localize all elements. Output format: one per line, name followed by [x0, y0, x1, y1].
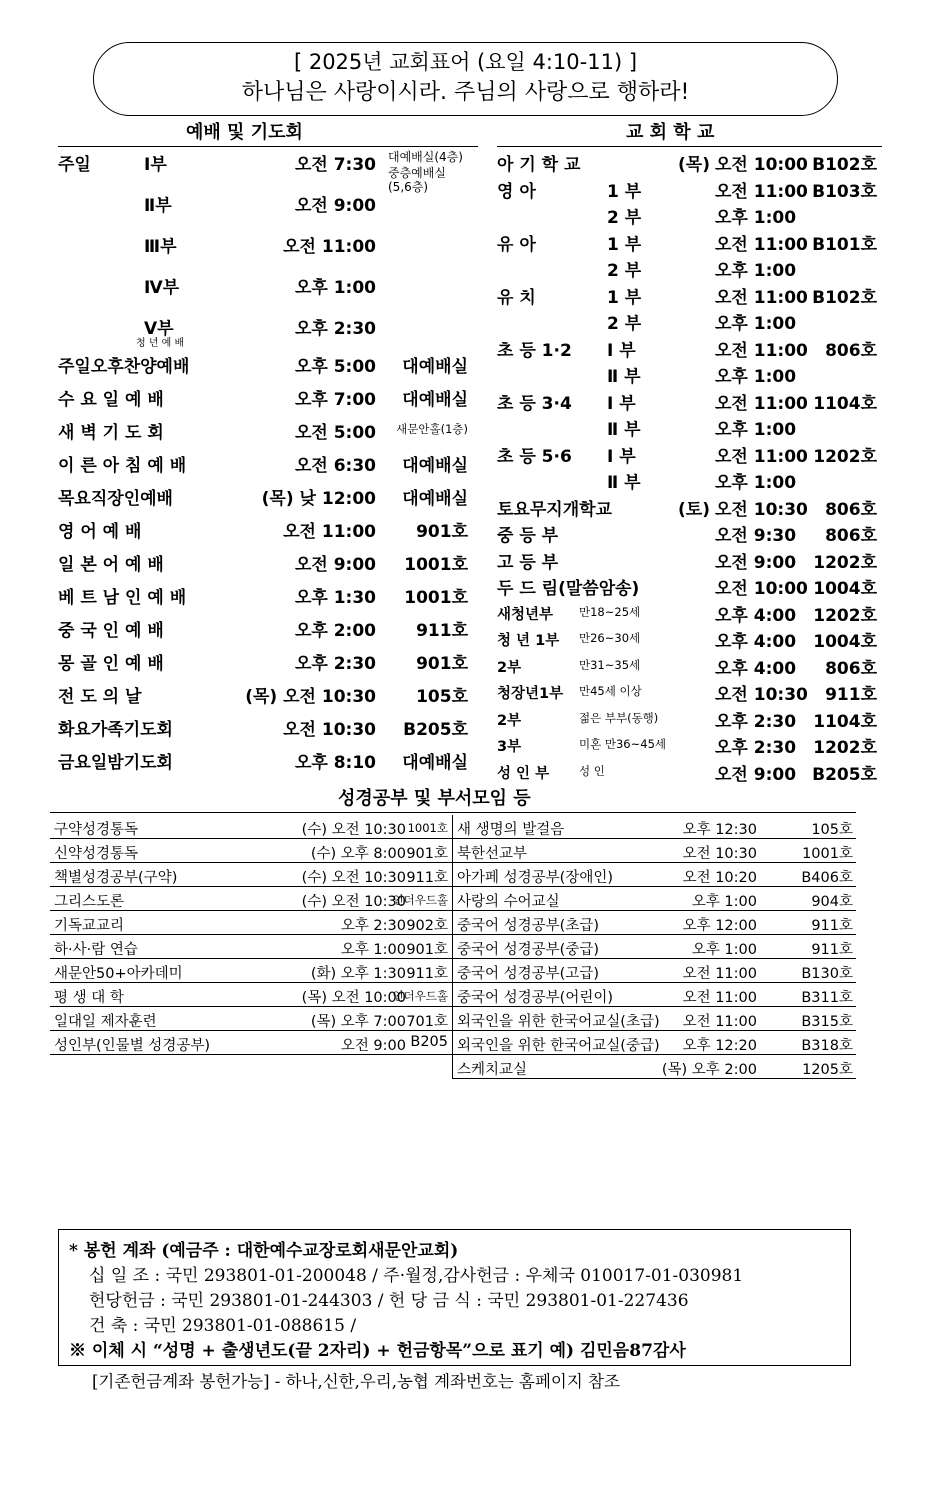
school-age: 젊은 부부(동행): [579, 710, 659, 725]
church-school-schedule: [497, 148, 882, 784]
worship-row: [58, 645, 478, 678]
school-row: [497, 466, 882, 493]
school-dept: 영 아: [497, 181, 536, 202]
school-time: 오전 9:00: [715, 552, 797, 573]
school-row: [497, 652, 882, 679]
service-time: 오후 5:00: [294, 357, 376, 377]
study-room: 105호: [811, 822, 853, 838]
table-row: [453, 911, 856, 935]
school-time: 오후 1:00: [715, 420, 797, 440]
offering-account-line: 건 축 : 국민 293801-01-088615 /: [89, 1316, 357, 1336]
school-room: 1004호: [813, 632, 877, 652]
school-time: 오후 4:00: [715, 632, 797, 652]
school-row: [497, 281, 882, 308]
worship-row: [58, 546, 478, 579]
school-time: 오전 11:00: [715, 340, 808, 361]
service-time: 오후 2:00: [294, 621, 376, 641]
school-room: 1202호: [813, 552, 877, 573]
school-age: 만26~30세: [579, 631, 641, 645]
service-place: 새문안홀(1층): [396, 422, 468, 436]
service-place: 901호: [416, 522, 468, 542]
worship-row: [58, 744, 478, 777]
study-room: B406호: [801, 870, 853, 886]
table-row: [453, 839, 856, 863]
study-name: 책별성경공부(구약): [54, 870, 178, 886]
school-dept: 성 인 부: [497, 765, 550, 782]
study-time: (수) 오전 10:30: [301, 822, 406, 838]
study-room: B311호: [801, 990, 853, 1006]
worship-row: [58, 678, 478, 711]
study-room: 1205호: [802, 1062, 853, 1078]
school-part: 1 부: [607, 287, 642, 308]
school-dept: 2부: [497, 712, 522, 729]
school-time: 오후 1:00: [715, 208, 797, 228]
school-time: 오전 10:30: [715, 685, 808, 705]
school-row: [497, 307, 882, 334]
school-time: 오후 2:30: [715, 738, 797, 758]
school-title: 교 회 학 교: [626, 122, 715, 143]
service-time: 오전 10:30: [283, 720, 376, 740]
school-time: 오후 4:00: [715, 605, 797, 626]
school-room: B205호: [812, 764, 877, 785]
service-part: Ⅳ부: [144, 278, 180, 298]
service-time: 오후 7:00: [294, 390, 376, 410]
service-place: 대예배실: [402, 357, 468, 377]
study-name: 그리스도론: [54, 894, 125, 910]
service-name: 새 벽 기 도 회: [58, 423, 164, 443]
table-row: [50, 1031, 452, 1055]
study-name: 기독교교리: [54, 918, 125, 934]
service-part: Ⅰ부: [144, 155, 167, 175]
worship-row: [58, 228, 478, 269]
school-dept: 중 등 부: [497, 526, 559, 546]
school-time: 오전 10:30: [715, 499, 808, 520]
school-time: 오전 10:00: [715, 155, 808, 175]
service-name: 일 본 어 예 배: [58, 555, 164, 575]
school-part: Ⅰ 부: [607, 393, 636, 414]
bible-study-rule: [50, 812, 856, 813]
school-time: 오전 10:00: [715, 579, 808, 599]
offering-account-box: [58, 1229, 851, 1366]
study-name: 성인부(인물별 성경공부): [54, 1038, 210, 1054]
school-part: Ⅱ 부: [607, 367, 641, 387]
service-part: Ⅴ부: [144, 319, 174, 339]
study-name: 평 생 대 학: [54, 990, 124, 1006]
school-room: B102호: [812, 155, 877, 175]
service-name: 화요가족기도회: [58, 720, 173, 740]
school-dept: 아 기 학 교: [497, 155, 581, 175]
study-room: 902호: [406, 918, 448, 934]
school-time: 오전 11:00: [715, 234, 808, 255]
school-room: 1202호: [813, 738, 877, 758]
service-name: 이 른 아 침 예 배: [58, 456, 187, 476]
school-dept: 청 년 1부: [497, 633, 560, 649]
study-time: 오후 12:20: [682, 1038, 757, 1054]
study-time: 오후 1:00: [691, 942, 757, 958]
study-room: 904호: [811, 894, 853, 910]
school-dept: 고 등 부: [497, 552, 559, 573]
school-time: 오전 9:00: [715, 764, 797, 785]
study-room: 911호: [406, 966, 448, 982]
school-room: 1004호: [813, 579, 877, 599]
service-name: 전 도 의 날: [58, 687, 142, 707]
table-row: [453, 959, 856, 983]
study-name: 외국인을 위한 한국어교실(초급): [457, 1014, 660, 1030]
school-part: Ⅰ 부: [607, 446, 636, 467]
school-row: [497, 387, 882, 414]
school-age: 만45세 이상: [579, 684, 642, 698]
study-time: 오전 10:20: [682, 870, 757, 886]
school-room: 911호: [825, 685, 877, 705]
study-name: 북한선교부: [457, 846, 528, 862]
worship-row: [58, 187, 478, 228]
school-dept: 청장년1부: [497, 686, 564, 702]
study-room: B205: [410, 1034, 448, 1050]
bible-study-right-table: [452, 815, 856, 1079]
table-row: [453, 887, 856, 911]
study-room: 언더우드홀: [392, 989, 448, 1003]
table-row: [50, 839, 452, 863]
offering-account-line: 십 일 조 : 국민 293801-01-200048 / 주·월정,감사헌금 : 우체국 010017-01-030981: [89, 1266, 744, 1286]
school-time: 오후 1:00: [715, 473, 797, 493]
study-name: 신약성경통독: [54, 846, 139, 862]
school-part: 2 부: [607, 208, 642, 228]
study-time: 오후 1:00: [691, 894, 757, 910]
study-name: 중국어 성경공부(고급): [457, 966, 599, 982]
school-time: 오전 11:00: [715, 446, 808, 467]
study-time: 오후 12:00: [682, 918, 757, 934]
table-row: [50, 887, 452, 911]
school-row: [497, 519, 882, 546]
service-place: 901호: [416, 654, 468, 674]
school-row: [497, 731, 882, 758]
school-part: Ⅱ 부: [607, 420, 641, 440]
service-time: 오전 9:00: [294, 196, 376, 216]
table-row: [50, 815, 452, 839]
service-part: Ⅲ부: [144, 237, 177, 257]
school-day: (목): [678, 155, 710, 175]
school-room: 1104호: [813, 393, 877, 414]
service-place: 1001호: [404, 555, 468, 575]
study-room: 911호: [811, 918, 853, 934]
school-row: [497, 705, 882, 732]
study-room: 언더우드홀: [392, 893, 448, 907]
study-name: 아가페 성경공부(장애인): [457, 870, 613, 886]
offering-footnote: [기존헌금계좌 봉헌가능] - 하나,신한,우리,농협 계좌번호는 홈페이지 참조: [92, 1372, 620, 1391]
table-row: [50, 935, 452, 959]
school-dept: 유 치: [497, 287, 536, 308]
school-time: 오전 11:00: [715, 181, 808, 202]
service-place: 대예배실: [402, 390, 468, 410]
worship-row: [58, 348, 478, 381]
school-dept: 초 등 5·6: [497, 446, 572, 467]
table-row: [453, 935, 856, 959]
school-part: Ⅰ 부: [607, 340, 636, 361]
study-room: B318호: [801, 1038, 853, 1054]
school-row: [497, 493, 882, 520]
bible-study-title: 성경공부 및 부서모임 등: [338, 788, 531, 809]
study-room: 1001호: [407, 821, 448, 835]
study-name: 구약성경통독: [54, 822, 139, 838]
service-part: Ⅱ부: [144, 196, 172, 216]
study-time: (수) 오전 10:30: [301, 870, 406, 886]
study-room: 911호: [406, 870, 448, 886]
offering-heading: * 봉헌 계좌 (예금주 : 대한예수교장로회새문안교회): [69, 1241, 459, 1261]
sunday-label: 주일: [58, 155, 91, 175]
school-room: 806호: [825, 499, 877, 520]
study-time: 오전 11:00: [682, 966, 757, 982]
school-row: [497, 758, 882, 785]
service-note: 중층예배실 (5,6층): [388, 166, 446, 194]
bible-study-left-table: [50, 815, 452, 1055]
study-name: 중국어 성경공부(초급): [457, 918, 599, 934]
service-place: B205호: [403, 720, 468, 740]
motto-verse: [ 2025년 교회표어 (요일 4:10-11) ]: [293, 50, 638, 74]
school-dept: 두 드 림(말씀암송): [497, 579, 640, 599]
study-time: (수) 오전 10:30: [301, 894, 406, 910]
table-row: [453, 1031, 856, 1055]
school-room: 1202호: [813, 446, 877, 467]
school-age: 만31~35세: [579, 657, 641, 672]
school-time: 오후 2:30: [715, 711, 797, 732]
service-name: 금요일밤기도회: [58, 753, 173, 773]
study-name: 사랑의 수어교실: [457, 894, 560, 910]
school-room: 1104호: [813, 711, 877, 732]
study-time: 오전 10:30: [682, 846, 757, 862]
school-row: [497, 413, 882, 440]
worship-row: [58, 146, 478, 194]
service-time: (목) 오전 10:30: [245, 687, 376, 707]
school-time: 오전 9:30: [715, 526, 797, 546]
school-room: 806호: [825, 340, 877, 361]
service-name: 몽 골 인 예 배: [58, 654, 164, 674]
school-age: 만18~25세: [579, 604, 641, 619]
worship-row: [58, 480, 478, 513]
worship-schedule: [58, 146, 478, 777]
school-row: [497, 625, 882, 652]
service-name: 영 어 예 배: [58, 522, 142, 542]
service-name: 주일오후찬양예배: [58, 357, 190, 377]
study-room: B130호: [801, 966, 853, 982]
service-place: 911호: [416, 621, 468, 641]
study-time: (화) 오후 1:30: [310, 966, 406, 982]
school-time: 오후 1:00: [715, 314, 797, 334]
school-dept: 새청년부: [497, 606, 554, 623]
school-row: [497, 440, 882, 467]
worship-row: [58, 513, 478, 546]
worship-row: [58, 269, 478, 310]
service-time: 오후 1:00: [294, 278, 376, 298]
school-dept: 초 등 3·4: [497, 393, 572, 414]
table-row: [50, 1007, 452, 1031]
worship-row: [58, 414, 478, 447]
school-time: 오후 4:00: [715, 658, 797, 679]
school-row: [497, 201, 882, 228]
school-time: 오전 11:00: [715, 287, 808, 308]
school-part: 2 부: [607, 314, 642, 334]
table-row: [453, 1007, 856, 1031]
service-place: 대예배실: [402, 456, 468, 476]
worship-row: [58, 310, 478, 348]
school-dept: 3부: [497, 739, 522, 755]
service-place: 105호: [416, 687, 468, 707]
worship-row: [58, 579, 478, 612]
study-room: 1001호: [802, 846, 853, 862]
table-row: [453, 863, 856, 887]
worship-row: [58, 447, 478, 480]
study-name: 중국어 성경공부(중급): [457, 942, 599, 958]
service-place: 1001호: [404, 588, 468, 608]
school-room: B103호: [812, 181, 877, 202]
school-age: 미혼 만36~45세: [579, 737, 666, 751]
table-row: [453, 983, 856, 1007]
study-name: 하·사·람 연습: [54, 942, 138, 958]
service-name: 수 요 일 예 배: [58, 390, 164, 410]
study-room: 901호: [406, 846, 448, 862]
table-row: [50, 863, 452, 887]
school-dept: 2부: [497, 659, 522, 676]
school-part: Ⅱ 부: [607, 473, 641, 493]
service-time: 오후 1:30: [294, 588, 376, 608]
study-room: 911호: [811, 942, 853, 958]
offering-account-line: 헌당헌금 : 국민 293801-01-244303 / 헌 당 금 식 : 국민 293801-01-227436: [89, 1291, 689, 1311]
school-dept: 토요무지개학교: [497, 499, 612, 520]
service-time: 오전 6:30: [294, 456, 376, 476]
school-row: [497, 599, 882, 626]
worship-row: [58, 711, 478, 744]
school-room: 806호: [825, 658, 877, 679]
study-time: 오후 2:30: [340, 918, 406, 934]
study-time: 오후 12:30: [682, 822, 757, 838]
school-row: [497, 148, 882, 175]
school-time: 오전 11:00: [715, 393, 808, 414]
school-row: [497, 175, 882, 202]
service-name: 목요직장인예배: [58, 489, 173, 509]
motto-banner: [93, 42, 838, 116]
study-room: 901호: [406, 942, 448, 958]
school-time: 오후 1:00: [715, 367, 797, 387]
school-part: 2 부: [607, 261, 642, 281]
study-time: 오후 1:00: [340, 942, 406, 958]
school-row: [497, 228, 882, 255]
service-time: 오후 2:30: [294, 319, 376, 339]
study-name: 새문안50+아카데미: [54, 966, 183, 982]
service-name: 베 트 남 인 예 배: [58, 588, 187, 608]
school-row: [497, 360, 882, 387]
worship-title: 예배 및 기도회: [186, 122, 303, 143]
study-time: (수) 오후 8:00: [310, 846, 406, 862]
study-time: (목) 오후 2:00: [661, 1062, 757, 1078]
study-name: 새 생명의 발걸음: [457, 822, 565, 838]
service-time: 오전 11:00: [283, 522, 376, 542]
service-time: 오전 9:00: [294, 555, 376, 575]
school-room: B101호: [812, 234, 877, 255]
school-title-rule: [497, 146, 882, 147]
study-time: (목) 오후 7:00: [310, 1014, 406, 1030]
school-room: B102호: [812, 287, 877, 308]
service-time: 오후 8:10: [294, 753, 376, 773]
study-time: 오전 9:00: [340, 1038, 406, 1054]
school-room: 806호: [825, 526, 877, 546]
table-row: [50, 959, 452, 983]
service-name: 중 국 인 예 배: [58, 621, 164, 641]
service-time: 오전 7:30: [294, 155, 376, 175]
service-time: 오전 11:00: [283, 237, 376, 257]
service-time: 오전 5:00: [294, 423, 376, 443]
study-room: B315호: [801, 1014, 853, 1030]
study-time: 오전 11:00: [682, 1014, 757, 1030]
school-row: [497, 334, 882, 361]
study-time: 오전 11:00: [682, 990, 757, 1006]
study-time: (목) 오전 10:00: [301, 990, 406, 1006]
table-row: [50, 983, 452, 1007]
study-name: 스케치교실: [457, 1062, 528, 1078]
service-time: 오후 2:30: [294, 654, 376, 674]
study-name: 일대일 제자훈련: [54, 1014, 157, 1030]
school-dept: 유 아: [497, 234, 536, 255]
worship-row: [58, 612, 478, 645]
transfer-note: ※ 이체 시 “성명 + 출생년도(끝 2자리) + 헌금항목”으로 표기 예) 김민음87감사: [69, 1341, 686, 1361]
school-row: [497, 254, 882, 281]
motto-text: 하나님은 사랑이시라. 주님의 사랑으로 행하라!: [241, 80, 690, 105]
service-place: 대예배실: [402, 489, 468, 509]
school-age: 성 인: [579, 763, 605, 778]
study-room: 701호: [406, 1014, 448, 1030]
school-time: 오후 1:00: [715, 261, 797, 281]
school-part: 1 부: [607, 181, 642, 202]
table-row: [50, 911, 452, 935]
school-room: 1202호: [813, 605, 877, 626]
study-name: 중국어 성경공부(어린이): [457, 990, 613, 1006]
school-day: (토): [678, 499, 710, 520]
school-row: [497, 546, 882, 573]
study-name: 외국인을 위한 한국어교실(중급): [457, 1038, 660, 1054]
school-row: [497, 678, 882, 705]
table-row: [453, 1055, 856, 1079]
worship-row: [58, 381, 478, 414]
table-row: [453, 815, 856, 839]
service-note: 대예배실(4층): [388, 150, 463, 164]
school-row: [497, 572, 882, 599]
service-place: 대예배실: [402, 753, 468, 773]
service-sub: 청 년 예 배: [136, 338, 185, 349]
school-dept: 초 등 1·2: [497, 340, 572, 361]
service-time: (목) 낮 12:00: [261, 489, 376, 509]
school-part: 1 부: [607, 234, 642, 255]
